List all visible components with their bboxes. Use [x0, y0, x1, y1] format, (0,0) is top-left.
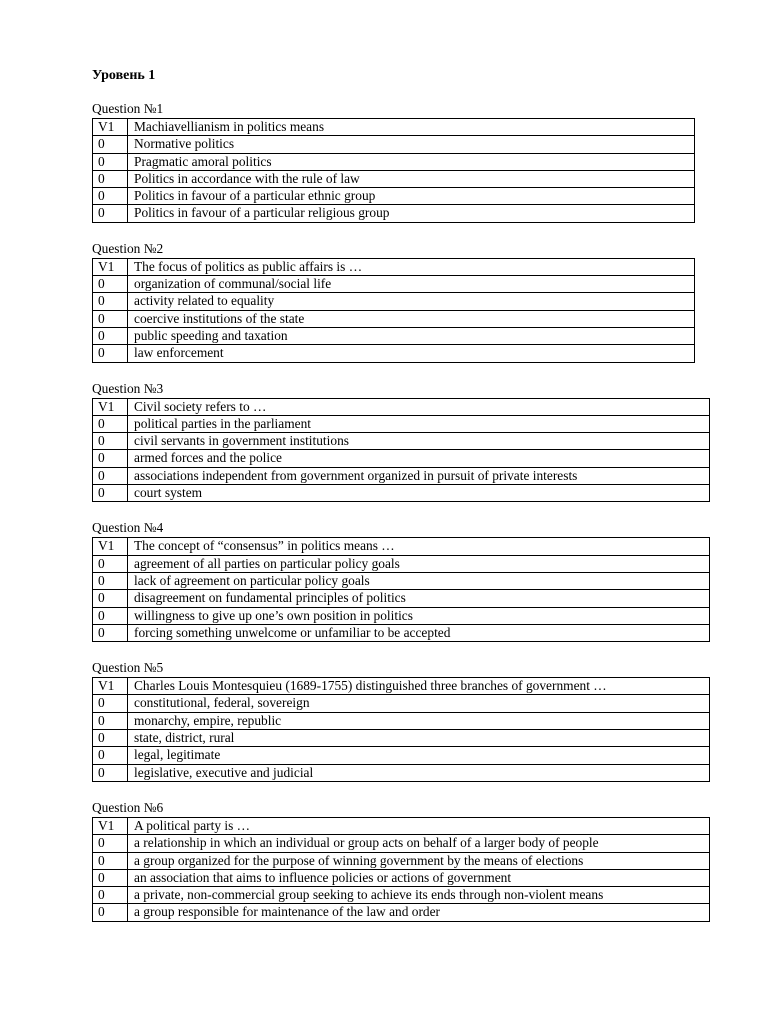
question-block	[92, 380, 712, 503]
question-block	[92, 659, 712, 782]
answer-row	[93, 205, 695, 222]
answer-row	[93, 433, 710, 450]
answer-option: willingness to give up one’s own position in politics	[128, 607, 710, 624]
question-text: The focus of politics as public affairs is …	[128, 258, 695, 275]
answer-score: 0	[93, 695, 128, 712]
answer-option: a private, non-commercial group seeking to achieve its ends through non-violent means	[128, 887, 710, 904]
answer-option: law enforcement	[128, 345, 695, 362]
answer-option: legal, legitimate	[128, 747, 710, 764]
answer-option: civil servants in government institutions	[128, 433, 710, 450]
question-text: Machiavellianism in politics means	[128, 119, 695, 136]
answer-row	[93, 293, 695, 310]
answer-row	[93, 695, 710, 712]
answer-option: political parties in the parliament	[128, 415, 710, 432]
answer-row	[93, 887, 710, 904]
answer-score: 0	[93, 345, 128, 362]
answer-row	[93, 590, 710, 607]
answer-row	[93, 712, 710, 729]
answer-row	[93, 835, 710, 852]
answer-option: a group responsible for maintenance of the law and order	[128, 904, 710, 921]
answer-option: disagreement on fundamental principles of politics	[128, 590, 710, 607]
question-table	[92, 817, 710, 922]
answer-score: 0	[93, 415, 128, 432]
answer-score: 0	[93, 450, 128, 467]
answer-row	[93, 869, 710, 886]
answer-score: 0	[93, 136, 128, 153]
question-text: Charles Louis Montesquieu (1689-1755) distinguished three branches of government …	[128, 678, 710, 695]
answer-option: organization of communal/social life	[128, 276, 695, 293]
answer-row	[93, 747, 710, 764]
answer-score: 0	[93, 327, 128, 344]
question-stem-row	[93, 398, 710, 415]
answer-score: 0	[93, 764, 128, 781]
answer-score: 0	[93, 467, 128, 484]
variant-label: V1	[93, 817, 128, 834]
answer-row	[93, 572, 710, 589]
answer-score: 0	[93, 310, 128, 327]
answer-option: Pragmatic amoral politics	[128, 153, 695, 170]
answer-option: coercive institutions of the state	[128, 310, 695, 327]
answer-row	[93, 904, 710, 921]
question-table	[92, 398, 710, 503]
answer-row	[93, 730, 710, 747]
answer-option: a relationship in which an individual or group acts on behalf of a larger body of people	[128, 835, 710, 852]
answer-option: public speeding and taxation	[128, 327, 695, 344]
answer-option: associations independent from government organized in pursuit of private interests	[128, 467, 710, 484]
answer-score: 0	[93, 835, 128, 852]
question-title: Question №6	[92, 799, 164, 815]
answer-score: 0	[93, 170, 128, 187]
question-table	[92, 677, 710, 782]
answer-score: 0	[93, 904, 128, 921]
answer-row	[93, 136, 695, 153]
question-title: Question №3	[92, 380, 164, 396]
question-table	[92, 118, 695, 223]
answer-option: armed forces and the police	[128, 450, 710, 467]
answer-row	[93, 188, 695, 205]
answer-row	[93, 415, 710, 432]
answer-row	[93, 153, 695, 170]
document-page	[92, 66, 712, 939]
answer-score: 0	[93, 188, 128, 205]
question-list	[92, 100, 712, 922]
answer-option: activity related to equality	[128, 293, 695, 310]
question-text: The concept of “consensus” in politics means …	[128, 538, 710, 555]
question-stem-row	[93, 258, 695, 275]
answer-row	[93, 764, 710, 781]
question-stem-row	[93, 119, 695, 136]
answer-option: legislative, executive and judicial	[128, 764, 710, 781]
answer-score: 0	[93, 747, 128, 764]
answer-row	[93, 327, 695, 344]
question-stem-row	[93, 817, 710, 834]
variant-label: V1	[93, 398, 128, 415]
answer-row	[93, 624, 710, 641]
question-title: Question №2	[92, 240, 164, 256]
answer-option: constitutional, federal, sovereign	[128, 695, 710, 712]
answer-option: lack of agreement on particular policy goals	[128, 572, 710, 589]
answer-score: 0	[93, 712, 128, 729]
answer-option: Politics in favour of a particular ethnic group	[128, 188, 695, 205]
level-title: Уровень 1	[92, 68, 156, 83]
answer-score: 0	[93, 293, 128, 310]
answer-row	[93, 310, 695, 327]
answer-option: a group organized for the purpose of winning government by the means of elections	[128, 852, 710, 869]
answer-row	[93, 852, 710, 869]
answer-score: 0	[93, 485, 128, 502]
answer-option: Normative politics	[128, 136, 695, 153]
answer-score: 0	[93, 887, 128, 904]
answer-row	[93, 170, 695, 187]
answer-option: Politics in accordance with the rule of law	[128, 170, 695, 187]
answer-option: court system	[128, 485, 710, 502]
question-table	[92, 537, 710, 642]
answer-score: 0	[93, 572, 128, 589]
answer-option: state, district, rural	[128, 730, 710, 747]
answer-row	[93, 485, 710, 502]
variant-label: V1	[93, 538, 128, 555]
answer-option: agreement of all parties on particular policy goals	[128, 555, 710, 572]
answer-score: 0	[93, 730, 128, 747]
answer-score: 0	[93, 869, 128, 886]
question-block	[92, 799, 712, 922]
answer-score: 0	[93, 276, 128, 293]
answer-score: 0	[93, 153, 128, 170]
answer-score: 0	[93, 607, 128, 624]
answer-row	[93, 276, 695, 293]
variant-label: V1	[93, 258, 128, 275]
answer-option: Politics in favour of a particular religious group	[128, 205, 695, 222]
answer-score: 0	[93, 205, 128, 222]
question-title: Question №5	[92, 660, 164, 676]
question-stem-row	[93, 538, 710, 555]
answer-score: 0	[93, 555, 128, 572]
answer-row	[93, 345, 695, 362]
question-table	[92, 258, 695, 363]
question-title: Question №4	[92, 520, 164, 536]
answer-score: 0	[93, 590, 128, 607]
question-block	[92, 100, 712, 223]
answer-row	[93, 607, 710, 624]
answer-row	[93, 555, 710, 572]
question-stem-row	[93, 678, 710, 695]
question-text: A political party is …	[128, 817, 710, 834]
variant-label: V1	[93, 678, 128, 695]
answer-score: 0	[93, 852, 128, 869]
question-title: Question №1	[92, 101, 164, 116]
answer-row	[93, 467, 710, 484]
answer-score: 0	[93, 624, 128, 641]
answer-option: forcing something unwelcome or unfamiliar to be accepted	[128, 624, 710, 641]
answer-row	[93, 450, 710, 467]
answer-option: an association that aims to influence policies or actions of government	[128, 869, 710, 886]
answer-option: monarchy, empire, republic	[128, 712, 710, 729]
question-block	[92, 519, 712, 642]
answer-score: 0	[93, 433, 128, 450]
question-block	[92, 240, 712, 363]
variant-label: V1	[93, 119, 128, 136]
question-text: Civil society refers to …	[128, 398, 710, 415]
